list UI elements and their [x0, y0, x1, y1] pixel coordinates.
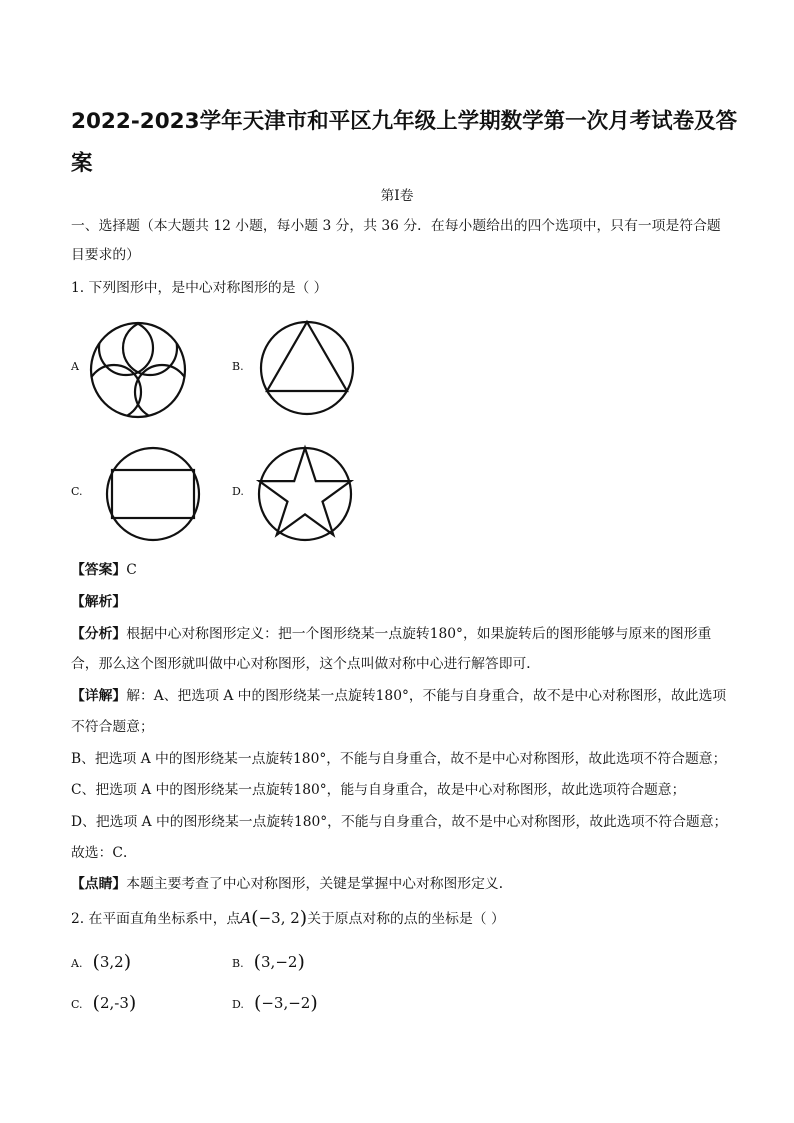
q2-point-coords: −3, 2: [258, 909, 300, 927]
q2-option-d-value: −3,−2: [261, 994, 311, 1012]
q1-answer: [71, 560, 137, 580]
q1-option-c-label: C.: [71, 485, 83, 498]
xiangjie-text-1: 解：A、把选项 A 中的图形绕某一点旋转180°，不能与自身重合，故不是中心对称图形，故此选项: [126, 688, 727, 704]
conclusion-line: 故选：C．: [71, 845, 137, 861]
dianjing-tag: 【点睛】: [71, 876, 127, 892]
q2-option-b: B. (3,−2): [232, 951, 305, 973]
q1-option-c-figure: [105, 446, 201, 542]
q1-option-d-label: D.: [232, 485, 244, 498]
q2-stem-suffix: 关于原点对称的点的坐标是（ ）: [307, 911, 505, 927]
xiangjie-tag: 【详解】: [71, 688, 127, 704]
question-2-stem: [71, 907, 505, 929]
q2-option-c: C. (2,-3): [71, 992, 137, 1014]
document-title-line1: 2022-2023学年天津市和平区九年级上学期数学第一次月考试卷及答: [71, 109, 738, 134]
q1-option-b-figure: [259, 320, 355, 416]
xiangjie-line1: [71, 686, 726, 706]
q2-option-b-value: 3,−2: [261, 953, 298, 971]
q2-option-a-value: 3,2: [99, 953, 124, 971]
xiangjie-line2: 不符合题意；: [71, 719, 154, 735]
fenxi-text-1: 根据中心对称图形定义：把一个图形绕某一点旋转180°，如果旋转后的图形能够与原来的图形重: [126, 626, 712, 642]
section-heading: 第I卷: [380, 188, 414, 204]
q2-point: A(−3, 2): [240, 907, 308, 929]
q2-option-c-value: 2,-3: [99, 994, 129, 1012]
document-title-line2: 案: [71, 151, 93, 176]
q2-option-a: A. (3,2): [71, 951, 132, 973]
q2-option-d: D. (−3,−2): [232, 992, 318, 1014]
dianjing-line: [71, 874, 513, 894]
fenxi-tag: 【分析】: [71, 626, 127, 642]
q1-option-b-label: B.: [232, 360, 244, 373]
q1-option-d-figure: [257, 446, 353, 542]
question-1-stem: 1. 下列图形中，是中心对称图形的是（ ）: [71, 280, 328, 296]
q2-stem-prefix: 2. 在平面直角坐标系中，点: [71, 911, 241, 927]
q2-option-c-label: C.: [71, 998, 83, 1011]
explanation-line-d: D、把选项 A 中的图形绕某一点旋转180°，不能与自身重合，故不是中心对称图形，故此选项不符合题意；: [71, 814, 728, 830]
fenxi-line2: 合，那么这个图形就叫做中心对称图形，这个点叫做对称中心进行解答即可．: [71, 656, 541, 672]
fenxi-line1: [71, 624, 711, 644]
part1-instructions-line1: 一、选择题（本大题共 12 小题，每小题 3 分，共 36 分．在每小题给出的四个选项中，只有一项是符合题: [71, 218, 721, 234]
dianjing-text: 本题主要考查了中心对称图形，关键是掌握中心对称图形定义．: [126, 876, 513, 892]
q1-option-a-figure: [88, 320, 188, 420]
q1-option-a-label: A: [71, 360, 79, 373]
explanation-line-c: C、把选项 A 中的图形绕某一点旋转180°，能与自身重合，故是中心对称图形，故此选项符合题意；: [71, 782, 686, 798]
part1-instructions-line2: 目要求的）: [71, 247, 140, 263]
q2-option-a-label: A.: [71, 957, 83, 970]
q2-option-d-label: D.: [232, 998, 244, 1011]
answer-value: C: [126, 562, 137, 578]
q2-point-name: A: [240, 909, 252, 927]
answer-tag: 【答案】: [71, 562, 127, 578]
explanation-line-b: B、把选项 A 中的图形绕某一点旋转180°，不能与自身重合，故不是中心对称图形，故此选项不符合题意；: [71, 751, 727, 767]
analysis-tag: 【解析】: [71, 594, 127, 610]
q2-option-b-label: B.: [232, 957, 244, 970]
